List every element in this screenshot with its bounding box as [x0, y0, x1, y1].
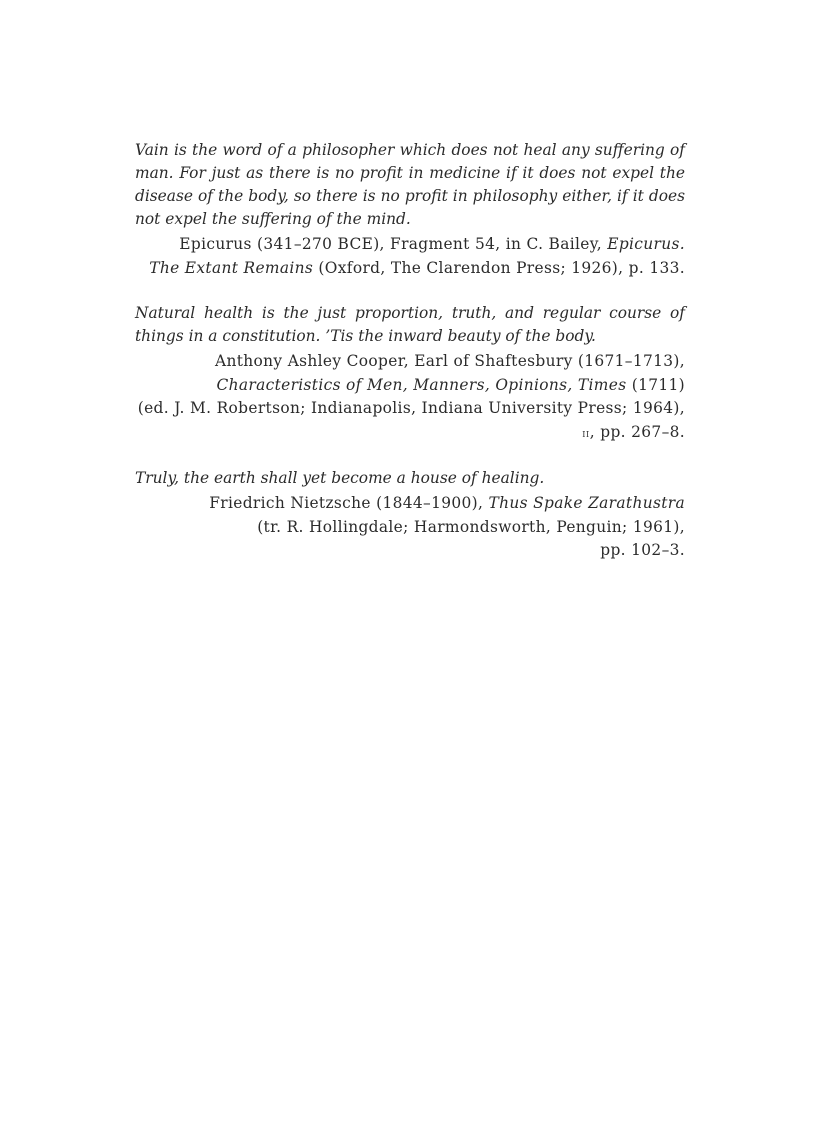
epigraph-nietzsche [135, 467, 685, 563]
epigraph-epicurus [135, 139, 685, 280]
epigraph-shaftesbury [135, 302, 685, 445]
attribution-pages: , pp. 267–8. [589, 422, 685, 441]
epigraph-page [135, 139, 685, 585]
attribution-line [135, 421, 685, 446]
attribution-line [135, 492, 685, 516]
epigraph-quote: Truly, the earth shall yet become a house of healing. [135, 469, 545, 487]
epigraph-quote: Natural health is the just proportion, truth, and regular course of things in a constitution. ’Tis the inward beauty of the body. [135, 304, 685, 345]
attribution-author: Friedrich Nietzsche (1844–1900), [209, 494, 489, 512]
attribution-line [135, 257, 685, 281]
epigraph-attribution [135, 350, 685, 445]
attribution-author: Anthony Ashley Cooper, Earl of Shaftesbury (1671–1713), [215, 352, 685, 370]
attribution-author: Epicurus (341–270 BCE), Fragment 54, in C. Bailey, [179, 235, 608, 253]
attribution-title: Characteristics of Men, Manners, Opinions, Times [216, 375, 627, 394]
attribution-title: The Extant Remains [149, 258, 314, 277]
attribution-line [135, 233, 685, 257]
attribution-publication: (Oxford, The Clarendon Press; 1926), p. 133. [313, 258, 685, 277]
epigraph-attribution [135, 492, 685, 563]
epigraph-attribution [135, 233, 685, 280]
attribution-publication: (tr. R. Hollingdale; Harmondsworth, Penguin; 1961), [257, 517, 685, 536]
epigraph-quote: Vain is the word of a philosopher which does not heal any suffering of man. For just as there is no profit in medicine if it does not expel the disease of the body, so there is no profit in philosophy either, if it does not expel the suffering of the mind. [135, 141, 685, 228]
attribution-line [135, 374, 685, 398]
attribution-publication: (ed. J. M. Robertson; Indianapolis, Indiana University Press; 1964), [137, 399, 685, 417]
attribution-title: Epicurus. [607, 235, 685, 253]
attribution-pages: pp. 102–3. [600, 541, 685, 559]
attribution-title: Thus Spake Zarathustra [488, 494, 685, 512]
attribution-date: (1711) [626, 375, 685, 394]
attribution-volume: ii [582, 425, 590, 440]
